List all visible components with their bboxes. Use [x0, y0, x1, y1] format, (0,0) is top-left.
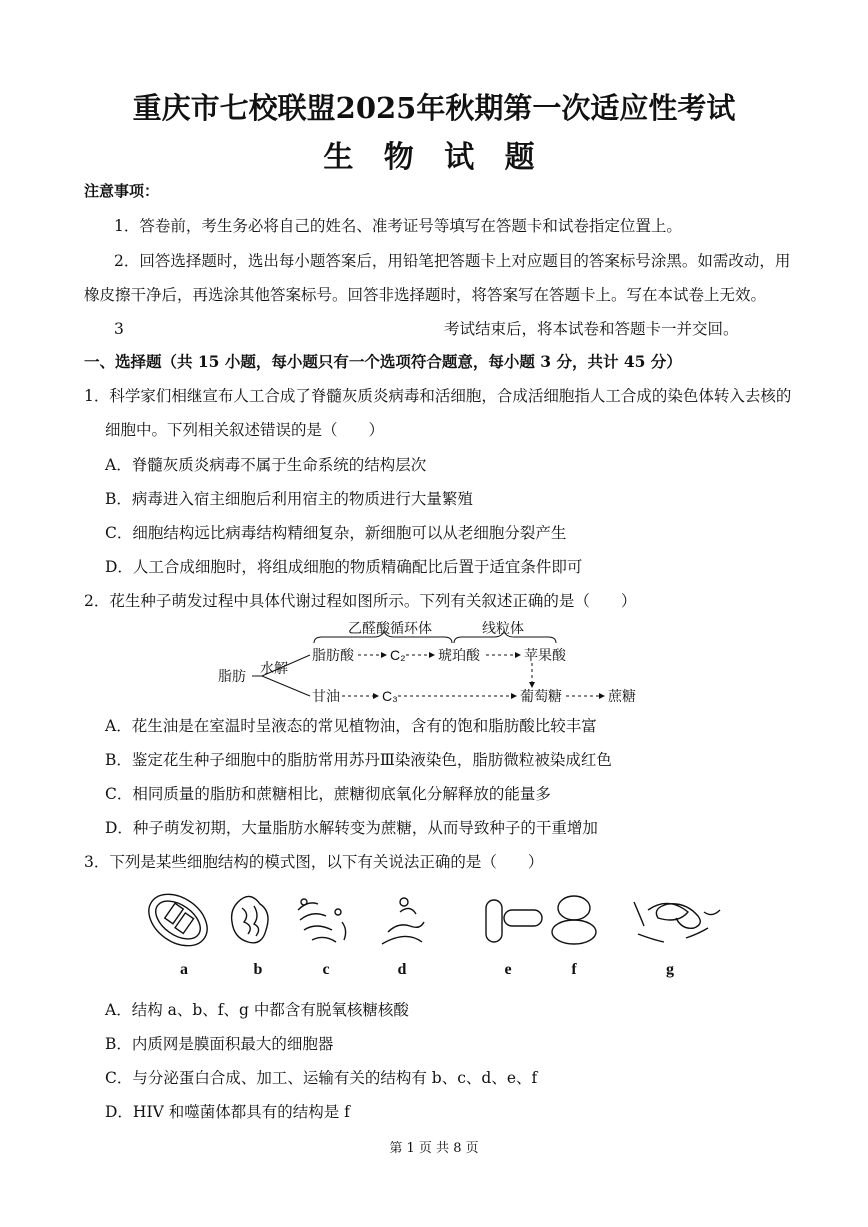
notice-item-3-number: 3 — [114, 320, 124, 338]
q3-option-c: C．与分泌蛋白合成、加工、运输有关的结构有 b、c、d、e、f — [105, 1069, 538, 1087]
label-c: c — [322, 961, 330, 978]
fork-to-glycerol — [262, 676, 310, 696]
q1-option-d: D．人工合成细胞时，将组成细胞的物质精确配比后置于适宜条件即可 — [105, 558, 583, 576]
subject-title: 生 物 试 题 — [323, 140, 545, 175]
q3-option-d: D．HIV 和噬菌体都具有的结构是 f — [105, 1103, 350, 1121]
notice-item-2-line-2: 橡皮擦干净后，再选涂其他答案标号。回答非选择题时，将答案写在答题卡上。写在本试卷上无效。 — [84, 286, 767, 304]
q3-option-b: B．内质网是膜面积最大的细胞器 — [105, 1035, 334, 1053]
label-fatty-acid: 脂肪酸 — [312, 647, 354, 663]
q2-option-c: C．相同质量的脂肪和蔗糖相比，蔗糖彻底氧化分解释放的能量多 — [105, 785, 551, 803]
label-hydrolysis: 水解 — [260, 660, 288, 676]
label-d: d — [397, 961, 407, 978]
label-g: g — [666, 961, 674, 978]
structure-a-chloroplast — [139, 884, 217, 957]
q1-stem-line-1: 1．科学家们相继宣布人工合成了脊髓灰质炎病毒和活细胞，合成活细胞指人工合成的染色体转入去核的 — [84, 387, 792, 405]
structure-c-golgi — [298, 899, 346, 942]
structure-f-ribosome — [552, 896, 596, 944]
label-mitochondria: 线粒体 — [482, 620, 524, 636]
q3-stem: 3．下列是某些细胞结构的模式图，以下有关说法正确的是（ ） — [84, 853, 544, 871]
q1-option-c: C．细胞结构远比病毒结构精细复杂，新细胞可以从老细胞分裂产生 — [105, 524, 567, 542]
label-c3: C₃ — [382, 688, 398, 704]
label-a: a — [180, 961, 188, 978]
q1-option-b: B．病毒进入宿主细胞后利用宿主的物质进行大量繁殖 — [105, 490, 473, 508]
q2-option-b: B．鉴定花生种子细胞中的脂肪常用苏丹Ⅲ染液染色，脂肪微粒被染成红色 — [105, 751, 612, 769]
q2-stem: 2．花生种子萌发过程中具体代谢过程如图所示。下列有关叙述正确的是（ ） — [84, 592, 637, 610]
structure-b-mitochondrion — [232, 896, 268, 942]
metabolism-diagram — [214, 613, 654, 713]
q3-option-a: A．结构 a、b、f、g 中都含有脱氧核糖核酸 — [105, 1001, 409, 1019]
label-c2: C₂ — [390, 647, 406, 663]
label-b: b — [253, 961, 263, 978]
section-heading: 一、选择题（共 15 小题，每小题只有一个选项符合题意，每小题 3 分，共计 45 分） — [84, 352, 682, 371]
brace-mitochondria — [454, 631, 556, 643]
label-succinate: 琥珀酸 — [438, 647, 480, 663]
label-glucose: 葡萄糖 — [520, 688, 562, 704]
notice-item-1: 1．答卷前，考生务必将自己的姓名、准考证号等填写在答题卡和试卷指定位置上。 — [114, 217, 682, 235]
label-e: e — [504, 961, 512, 978]
page-number: 第 1 页 共 8 页 — [389, 1141, 479, 1156]
q1-stem-line-2: 细胞中。下列相关叙述错误的是（ ） — [105, 421, 385, 439]
label-sucrose: 蔗糖 — [608, 688, 636, 704]
q2-option-d: D．种子萌发初期，大量脂肪水解转变为蔗糖，从而导致种子的干重增加 — [105, 819, 598, 837]
cell-structures-figure — [138, 882, 738, 982]
exam-title: 重庆市七校联盟2025年秋期第一次适应性考试 — [132, 91, 736, 125]
label-malate: 苹果酸 — [524, 647, 566, 663]
q1-option-a: A．脊髓灰质炎病毒不属于生命系统的结构层次 — [105, 456, 427, 474]
label-glycerol: 甘油 — [312, 688, 340, 704]
notice-item-2-line-1: 2．回答选择题时，选出每小题答案后，用铅笔把答题卡上对应题目的答案标号涂黑。如需改动，用 — [114, 252, 791, 270]
structure-e-centriole — [486, 900, 542, 942]
notice-heading: 注意事项： — [84, 182, 160, 200]
structure-d-endoplasmic-reticulum — [382, 898, 424, 944]
notice-item-3-text: 考试结束后，将本试卷和答题卡一并交回。 — [444, 320, 739, 338]
label-glyoxysome: 乙醛酸循环体 — [348, 620, 432, 636]
label-f: f — [571, 961, 577, 978]
q2-option-a: A．花生油是在室温时呈液态的常见植物油，含有的饱和脂肪酸比较丰富 — [105, 717, 597, 735]
label-fat: 脂肪 — [218, 668, 246, 684]
structure-g-chromatin — [634, 902, 720, 942]
